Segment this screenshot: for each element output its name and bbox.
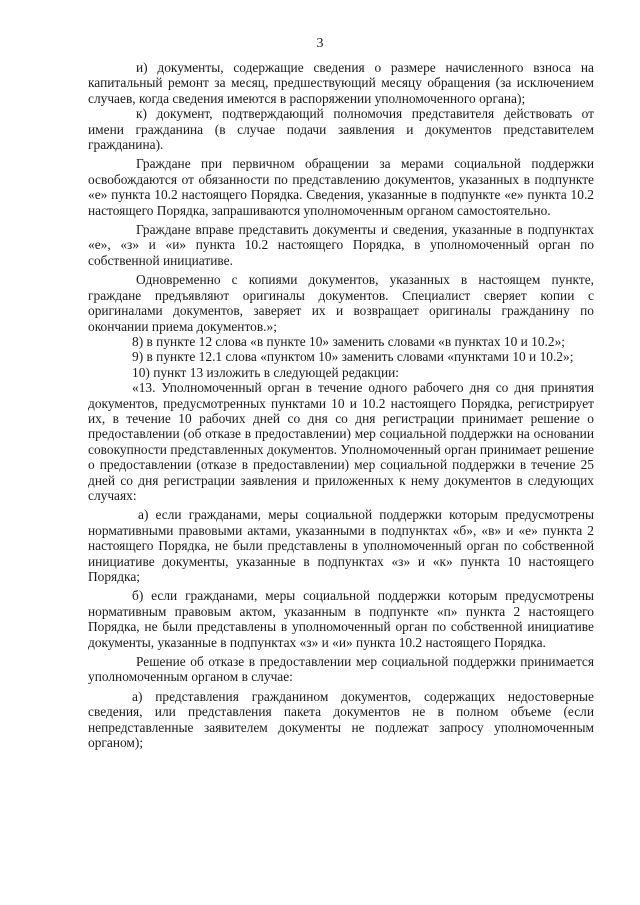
- paragraph-clause-13: «13. Уполномоченный орган в течение одного рабочего дня со дня принятия документов, предусмотренных пунктами 10 и 10.2 настоящего Порядка, регистрирует их, в течение 10 рабочих дней со дня со дня регистрации принимает решение о предоставлении (об отказе в предоставлении) мер социальной поддержки на основании совокупности представленных документов. Уполномоченный орган принимает решение о предоставлении (отказе в предоставлении) мер социальной поддержки в течение 25 дней со дня регистрации заявления и приложенных к нему документов в следующих случаях:: [88, 380, 594, 503]
- document-body: [88, 60, 594, 750]
- paragraph-item-k: к) документ, подтверждающий полномочия представителя действовать от имени гражданина (в случае подачи заявления и документов представителем гражданина).: [88, 106, 594, 153]
- paragraph-amend-10: 10) пункт 13 изложить в следующей редакции:: [132, 364, 400, 380]
- paragraph-amend-8: 8) в пункте 12 слова «в пункте 10» заменить словами «в пунктах 10 и 10.2»;: [132, 333, 565, 349]
- paragraph-item-i: и) документы, содержащие сведения о размере начисленного взноса на капитальный ремонт за месяц, предшествующий месяцу обращения (за исключением случаев, когда сведения имеются в распоряжении уполномоченного органа);: [88, 60, 594, 106]
- paragraph-refusal-a: а) представления гражданином документов, содержащих недостоверные сведения, или представления пакета документов не в полном объеме (если непредставленные заявителем документы не подлежат запросу уполномоченным органом);: [88, 688, 594, 751]
- paragraph-citizens-right: Граждане вправе представить документы и сведения, указанные в подпунктах «е», «з» и «и» пункта 10.2 настоящего Порядка, в уполномоченный орган по собственной инициативе.: [88, 222, 594, 268]
- paragraph-refusal: Решение об отказе в предоставлении мер социальной поддержки принимается уполномоченным органом в случае:: [88, 654, 594, 685]
- paragraph-case-b: б) если гражданами, меры социальной поддержки которым предусмотрены нормативным правовым актом, указанным в подпункте «п» пункта 2 настоящего Порядка, не были представлены в уполномоченный орган по собственной инициативе документы, указанные в подпунктах «з» и «и» пункта 10.2 настоящего Порядка.: [88, 588, 594, 650]
- paragraph-originals: Одновременно с копиями документов, указанных в настоящем пункте, граждане предъявляют оригиналы документов. Специалист сверяет копии с оригиналами документов, заверяет их и возвращает оригиналы гражданину по окончании приема документов.»;: [88, 272, 594, 334]
- paragraph-citizens-exemption: Граждане при первичном обращении за мерами социальной поддержки освобождаются от обязанности по представлению документов, указанных в подпункте «е» пункта 10.2 настоящего Порядка. Сведения, указанные в подпункте «е» пункта 10.2 настоящего Порядка, запрашиваются уполномоченным органом самостоятельно.: [88, 156, 594, 218]
- paragraph-case-a: а) если гражданами, меры социальной поддержки которым предусмотрены нормативными правовыми актами, указанными в подпунктах «б», «в» и «е» пункта 2 настоящего Порядка, не были представлены в уполномоченный орган по собственной инициативе документы, указанные в подпунктах «з» и «к» пункта 10 настоящего Порядка;: [88, 507, 594, 584]
- paragraph-amend-9: 9) в пункте 12.1 слова «пунктом 10» заменить словами «пунктами 10 и 10.2»;: [132, 349, 574, 365]
- page-number: 3: [316, 36, 324, 51]
